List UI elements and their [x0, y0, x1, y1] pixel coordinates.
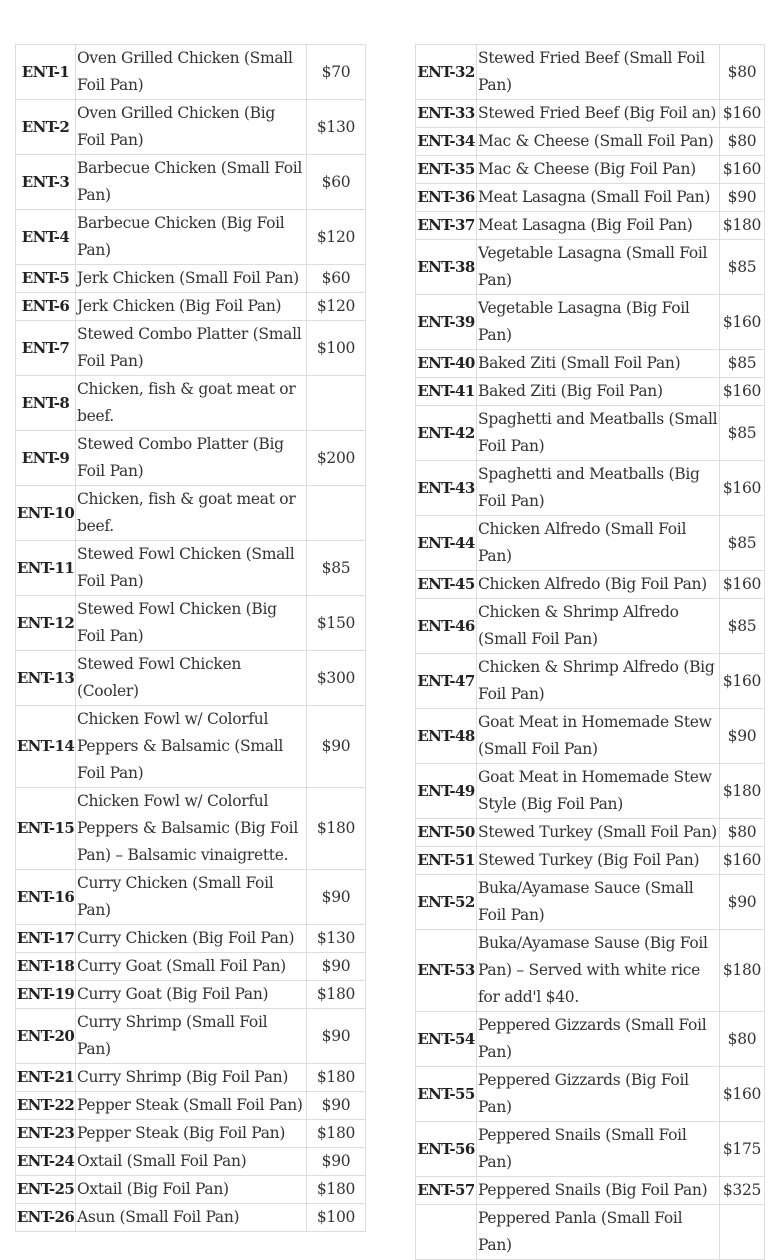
item-code: ENT-37: [416, 212, 477, 240]
item-description: Stewed Fowl Chicken (Big Foil Pan): [76, 596, 307, 651]
menu-row: [416, 847, 765, 875]
item-code: ENT-7: [16, 321, 76, 376]
item-description: Mac & Cheese (Big Foil Pan): [477, 156, 720, 184]
item-price: $150: [307, 596, 366, 651]
item-code: ENT-40: [416, 350, 477, 378]
menu-row: [16, 45, 366, 100]
item-code: ENT-20: [16, 1009, 76, 1064]
item-price: $85: [720, 516, 765, 571]
item-description: Chicken & Shrimp Alfredo (Big Foil Pan): [477, 654, 720, 709]
menu-row: [416, 212, 765, 240]
item-price: $80: [720, 819, 765, 847]
item-price: $85: [720, 350, 765, 378]
item-code: ENT-26: [16, 1204, 76, 1232]
item-description: Spaghetti and Meatballs (Small Foil Pan): [477, 406, 720, 461]
item-description: Barbecue Chicken (Small Foil Pan): [76, 155, 307, 210]
item-price: $160: [720, 847, 765, 875]
item-price: $180: [720, 930, 765, 1012]
item-code: ENT-49: [416, 764, 477, 819]
item-description: Asun (Small Foil Pan): [76, 1204, 307, 1232]
item-price: $300: [307, 651, 366, 706]
menu-row: [416, 240, 765, 295]
item-price: $200: [307, 431, 366, 486]
item-price: $60: [307, 155, 366, 210]
item-description: Vegetable Lasagna (Small Foil Pan): [477, 240, 720, 295]
item-price: $90: [720, 875, 765, 930]
item-price: [307, 486, 366, 541]
item-description: Buka/Ayamase Sause (Big Foil Pan) – Served with white rice for add'l $40.: [477, 930, 720, 1012]
item-description: Peppered Snails (Small Foil Pan): [477, 1122, 720, 1177]
item-code: ENT-50: [416, 819, 477, 847]
item-price: $180: [307, 981, 366, 1009]
menu-row: [416, 764, 765, 819]
item-price: $180: [720, 764, 765, 819]
item-code: ENT-8: [16, 376, 76, 431]
menu-row: [416, 654, 765, 709]
item-code: [416, 1205, 477, 1260]
item-description: Stewed Fowl Chicken (Cooler): [76, 651, 307, 706]
item-description: Chicken Alfredo (Small Foil Pan): [477, 516, 720, 571]
item-description: Stewed Fried Beef (Big Foil an): [477, 100, 720, 128]
item-description: Curry Shrimp (Big Foil Pan): [76, 1064, 307, 1092]
menu-row: [16, 431, 366, 486]
item-code: ENT-44: [416, 516, 477, 571]
item-price: $160: [720, 295, 765, 350]
item-code: ENT-41: [416, 378, 477, 406]
item-price: [720, 1205, 765, 1260]
menu-row: [416, 100, 765, 128]
menu-row: [16, 1120, 366, 1148]
item-code: ENT-39: [416, 295, 477, 350]
item-code: ENT-46: [416, 599, 477, 654]
item-description: Chicken Alfredo (Big Foil Pan): [477, 571, 720, 599]
menu-row: [416, 1067, 765, 1122]
item-code: ENT-35: [416, 156, 477, 184]
item-code: ENT-15: [16, 788, 76, 870]
item-price: $100: [307, 321, 366, 376]
item-price: [307, 376, 366, 431]
item-description: Jerk Chicken (Big Foil Pan): [76, 293, 307, 321]
item-price: $160: [720, 1067, 765, 1122]
item-price: $80: [720, 45, 765, 100]
menu-row: [16, 265, 366, 293]
item-code: ENT-6: [16, 293, 76, 321]
menu-row: [416, 819, 765, 847]
item-price: $180: [307, 788, 366, 870]
item-code: ENT-52: [416, 875, 477, 930]
menu-row: [416, 461, 765, 516]
menu-row: [16, 541, 366, 596]
menu-row: [16, 321, 366, 376]
menu-row: [416, 184, 765, 212]
menu-row: [416, 1122, 765, 1177]
item-code: ENT-36: [416, 184, 477, 212]
menu-row: [416, 709, 765, 764]
menu-row: [416, 406, 765, 461]
item-price: $90: [307, 1148, 366, 1176]
item-price: $100: [307, 1204, 366, 1232]
item-description: Pepper Steak (Big Foil Pan): [76, 1120, 307, 1148]
menu-row: [16, 870, 366, 925]
item-price: $60: [307, 265, 366, 293]
item-code: ENT-22: [16, 1092, 76, 1120]
item-code: ENT-25: [16, 1176, 76, 1204]
item-code: ENT-55: [416, 1067, 477, 1122]
menu-row: [16, 1009, 366, 1064]
menu-row: [16, 100, 366, 155]
menu-row: [416, 1205, 765, 1260]
menu-row: [16, 1148, 366, 1176]
item-description: Baked Ziti (Big Foil Pan): [477, 378, 720, 406]
item-description: Curry Chicken (Big Foil Pan): [76, 925, 307, 953]
item-code: ENT-51: [416, 847, 477, 875]
item-description: Curry Goat (Small Foil Pan): [76, 953, 307, 981]
item-description: Stewed Turkey (Big Foil Pan): [477, 847, 720, 875]
item-price: $90: [307, 706, 366, 788]
menu-row: [416, 128, 765, 156]
item-description: Stewed Combo Platter (Small Foil Pan): [76, 321, 307, 376]
item-price: $90: [307, 953, 366, 981]
item-price: $160: [720, 571, 765, 599]
item-code: ENT-32: [416, 45, 477, 100]
menu-table-left-body: [16, 45, 366, 1232]
item-code: ENT-57: [416, 1177, 477, 1205]
item-description: Peppered Gizzards (Small Foil Pan): [477, 1012, 720, 1067]
item-description: Stewed Combo Platter (Big Foil Pan): [76, 431, 307, 486]
item-code: ENT-12: [16, 596, 76, 651]
item-price: $180: [307, 1120, 366, 1148]
item-code: ENT-10: [16, 486, 76, 541]
menu-row: [16, 1064, 366, 1092]
item-price: $80: [720, 128, 765, 156]
menu-row: [416, 45, 765, 100]
menu-row: [416, 599, 765, 654]
item-price: $70: [307, 45, 366, 100]
item-description: Oven Grilled Chicken (Small Foil Pan): [76, 45, 307, 100]
item-description: Peppered Gizzards (Big Foil Pan): [477, 1067, 720, 1122]
menu-row: [416, 156, 765, 184]
item-description: Stewed Turkey (Small Foil Pan): [477, 819, 720, 847]
item-code: ENT-18: [16, 953, 76, 981]
item-price: $180: [720, 212, 765, 240]
item-price: $90: [307, 870, 366, 925]
item-price: $130: [307, 100, 366, 155]
item-price: $160: [720, 378, 765, 406]
menu-row: [416, 875, 765, 930]
item-code: ENT-13: [16, 651, 76, 706]
item-description: Mac & Cheese (Small Foil Pan): [477, 128, 720, 156]
menu-row: [16, 925, 366, 953]
item-price: $160: [720, 100, 765, 128]
item-price: $175: [720, 1122, 765, 1177]
item-description: Chicken, fish & goat meat or beef.: [76, 376, 307, 431]
item-price: $120: [307, 293, 366, 321]
item-code: ENT-14: [16, 706, 76, 788]
item-code: ENT-19: [16, 981, 76, 1009]
item-description: Curry Goat (Big Foil Pan): [76, 981, 307, 1009]
item-code: ENT-4: [16, 210, 76, 265]
item-price: $160: [720, 461, 765, 516]
menu-row: [416, 378, 765, 406]
item-description: Vegetable Lasagna (Big Foil Pan): [477, 295, 720, 350]
menu-table-left: [15, 44, 366, 1232]
item-code: ENT-45: [416, 571, 477, 599]
item-price: $90: [720, 184, 765, 212]
item-description: Jerk Chicken (Small Foil Pan): [76, 265, 307, 293]
item-description: Meat Lasagna (Big Foil Pan): [477, 212, 720, 240]
item-description: Meat Lasagna (Small Foil Pan): [477, 184, 720, 212]
item-description: Chicken & Shrimp Alfredo (Small Foil Pan): [477, 599, 720, 654]
item-price: $180: [307, 1064, 366, 1092]
item-description: Curry Shrimp (Small Foil Pan): [76, 1009, 307, 1064]
item-description: Baked Ziti (Small Foil Pan): [477, 350, 720, 378]
item-code: ENT-17: [16, 925, 76, 953]
item-description: Buka/Ayamase Sauce (Small Foil Pan): [477, 875, 720, 930]
item-description: Stewed Fowl Chicken (Small Foil Pan): [76, 541, 307, 596]
menu-row: [416, 571, 765, 599]
menu-row: [16, 486, 366, 541]
item-description: Spaghetti and Meatballs (Big Foil Pan): [477, 461, 720, 516]
item-price: $85: [720, 240, 765, 295]
item-price: $130: [307, 925, 366, 953]
item-description: Stewed Fried Beef (Small Foil Pan): [477, 45, 720, 100]
item-price: $90: [307, 1009, 366, 1064]
item-price: $90: [720, 709, 765, 764]
menu-row: [16, 953, 366, 981]
item-description: Chicken, fish & goat meat or beef.: [76, 486, 307, 541]
item-code: ENT-24: [16, 1148, 76, 1176]
menu-row: [416, 930, 765, 1012]
item-price: $325: [720, 1177, 765, 1205]
item-price: $120: [307, 210, 366, 265]
item-code: ENT-43: [416, 461, 477, 516]
item-code: ENT-47: [416, 654, 477, 709]
item-code: ENT-11: [16, 541, 76, 596]
item-description: Chicken Fowl w/ Colorful Peppers & Balsamic (Small Foil Pan): [76, 706, 307, 788]
item-description: Goat Meat in Homemade Stew Style (Big Foil Pan): [477, 764, 720, 819]
menu-row: [416, 1177, 765, 1205]
item-code: ENT-9: [16, 431, 76, 486]
item-description: Goat Meat in Homemade Stew (Small Foil Pan): [477, 709, 720, 764]
item-price: $180: [307, 1176, 366, 1204]
item-code: ENT-16: [16, 870, 76, 925]
item-code: ENT-1: [16, 45, 76, 100]
item-description: Oxtail (Small Foil Pan): [76, 1148, 307, 1176]
menu-row: [416, 516, 765, 571]
menu-row: [416, 350, 765, 378]
menu-row: [16, 210, 366, 265]
item-code: ENT-42: [416, 406, 477, 461]
item-code: ENT-48: [416, 709, 477, 764]
item-description: Peppered Panla (Small Foil Pan): [477, 1205, 720, 1260]
menu-row: [16, 788, 366, 870]
item-description: Pepper Steak (Small Foil Pan): [76, 1092, 307, 1120]
menu-row: [16, 1092, 366, 1120]
item-code: ENT-54: [416, 1012, 477, 1067]
menu-row: [16, 293, 366, 321]
item-description: Curry Chicken (Small Foil Pan): [76, 870, 307, 925]
item-code: ENT-56: [416, 1122, 477, 1177]
menu-row: [16, 706, 366, 788]
item-code: ENT-23: [16, 1120, 76, 1148]
item-code: ENT-38: [416, 240, 477, 295]
menu-row: [16, 1204, 366, 1232]
item-code: ENT-5: [16, 265, 76, 293]
menu-table-right-body: [416, 45, 765, 1260]
item-price: $90: [307, 1092, 366, 1120]
menu-row: [16, 981, 366, 1009]
item-code: ENT-21: [16, 1064, 76, 1092]
item-code: ENT-2: [16, 100, 76, 155]
item-price: $80: [720, 1012, 765, 1067]
item-code: ENT-3: [16, 155, 76, 210]
menu-row: [16, 596, 366, 651]
item-price: $160: [720, 654, 765, 709]
item-code: ENT-34: [416, 128, 477, 156]
item-price: $160: [720, 156, 765, 184]
menu-row: [16, 651, 366, 706]
item-description: Peppered Snails (Big Foil Pan): [477, 1177, 720, 1205]
menu-row: [16, 376, 366, 431]
item-price: $85: [307, 541, 366, 596]
item-description: Chicken Fowl w/ Colorful Peppers & Balsamic (Big Foil Pan) – Balsamic vinaigrette.: [76, 788, 307, 870]
menu-row: [16, 1176, 366, 1204]
item-description: Oven Grilled Chicken (Big Foil Pan): [76, 100, 307, 155]
item-description: Barbecue Chicken (Big Foil Pan): [76, 210, 307, 265]
menu-row: [416, 1012, 765, 1067]
item-price: $85: [720, 406, 765, 461]
menu-table-right: [415, 44, 765, 1260]
menu-row: [416, 295, 765, 350]
menu-row: [16, 155, 366, 210]
item-description: Oxtail (Big Foil Pan): [76, 1176, 307, 1204]
item-price: $85: [720, 599, 765, 654]
item-code: ENT-33: [416, 100, 477, 128]
item-code: ENT-53: [416, 930, 477, 1012]
